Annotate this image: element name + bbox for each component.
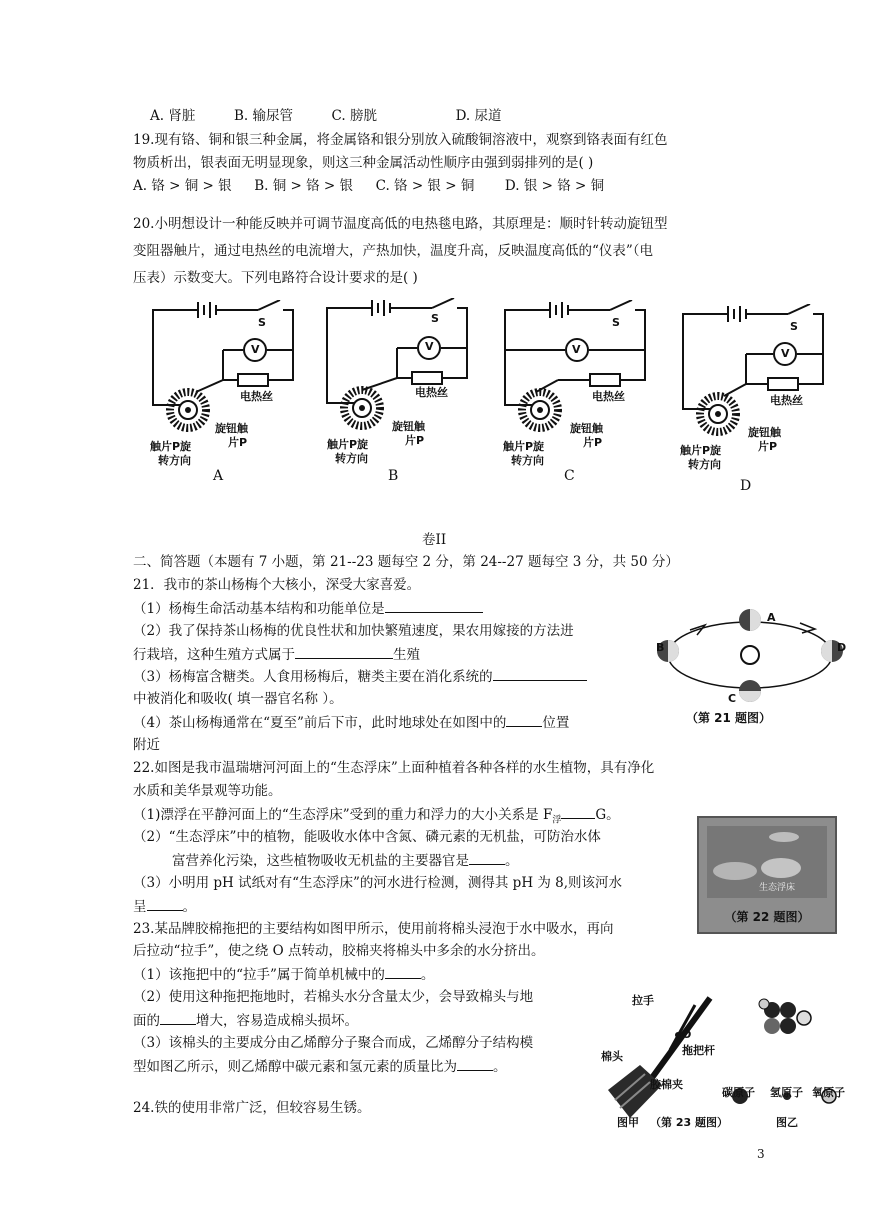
q23-part2-blank[interactable]	[160, 1010, 196, 1025]
q18-option-b: B. 输尿管	[233, 108, 293, 124]
q22-figure-caption: （第 22 题图）	[724, 910, 810, 924]
q21-part2-line2	[133, 644, 420, 665]
circuit-a-direction-label-1: 触片P旋	[150, 440, 192, 453]
circuit-b-knob-label-2: 片P	[405, 434, 425, 447]
circuit-c-knob-label-1: 旋钮触	[570, 422, 603, 435]
q21-part4-blank[interactable]	[506, 712, 542, 727]
hydrogen-atom-label: 氢原子	[770, 1086, 803, 1099]
q22-part2-blank[interactable]	[469, 850, 505, 865]
q23-line1: 23.某品牌胶棉拖把的主要结构如图甲所示，使用前将棉头浸泡于水中吸水，再向	[133, 921, 614, 937]
q21-part2-text: 行栽培，这种生殖方式属于	[133, 647, 295, 663]
q22-part1-blank[interactable]	[561, 804, 595, 819]
oxygen-atom-label: 氧原子	[812, 1086, 845, 1099]
q22-part2-line1: （2）“生态浮床”中的植物，能吸收水体中含氮、磷元素的无机盐，可防治水体	[133, 829, 601, 845]
photo-label: 生态浮床	[759, 883, 796, 893]
q22-part3-suffix: 。	[182, 899, 196, 915]
q22-part1-sub: 浮	[552, 815, 562, 826]
q23-part2-text: 面的	[133, 1013, 160, 1029]
q19-option-d: D. 银 > 铬 > 铜	[504, 178, 605, 194]
q23-part2-line1: （2）使用这种拖把拖地时，若棉头水分含量太少，会导致棉头与地	[133, 989, 534, 1005]
q22-part3-line1: （3）小明用 pH 试纸对有“生态浮床”的河水进行检测，测得其 pH 为 8,则该河水	[133, 875, 623, 891]
q23-part3-suffix: 。	[493, 1059, 507, 1075]
q21-part2-blank[interactable]	[295, 644, 393, 659]
q20-line2: 变阻器触片，通过电热丝的电流增大，产热加快，温度升高，反映温度高低的“仪表”（电	[133, 243, 654, 259]
page-number: 3	[757, 1147, 765, 1161]
q23-part3-line2	[133, 1056, 507, 1077]
circuit-b-switch-label: S	[431, 312, 439, 325]
circuit-d-knob-label-1: 旋钮触	[748, 426, 781, 439]
q23-part3-line1: （3）该棉头的主要成分由乙烯醇分子聚合而成，乙烯醇分子结构模	[133, 1035, 534, 1051]
q21-part4-text: （4）茶山杨梅通常在“夏至”前后下市，此时地球处在如图中的	[133, 715, 507, 731]
q19-options	[133, 176, 604, 196]
q22-part3-blank[interactable]	[147, 896, 183, 911]
q21-title: 21．我市的茶山杨梅个大核小，深受大家喜爱。	[133, 577, 421, 593]
mop-clamp-label: 胶棉夹	[650, 1078, 683, 1091]
orbit-label-b: B	[656, 641, 665, 654]
circuit-c-meter-label: V	[572, 343, 581, 356]
figure-b-caption: 图乙	[776, 1116, 798, 1129]
q21-part3-line1	[133, 666, 587, 687]
circuit-b-direction-label-2: 转方向	[335, 452, 368, 465]
q22-part2-text: 富营养化污染，这些植物吸收无机盐的主要器官是	[172, 853, 469, 869]
photo-plant-patch-3	[769, 832, 799, 842]
q19-line1: 19.现有铬、铜和银三种金属，将金属铬和银分别放入硫酸铜溶液中，观察到铬表面有红色	[133, 132, 668, 148]
q19-option-a: A. 铬 > 铜 > 银	[133, 178, 232, 194]
circuit-b-meter-label: V	[425, 340, 434, 353]
q23-part3-text: 型如图乙所示，则乙烯醇中碳元素和氢元素的质量比为	[133, 1059, 457, 1075]
orbit-label-a: A	[767, 611, 776, 624]
circuit-d-meter-label: V	[781, 347, 790, 360]
circuit-c-heater-label: 电热丝	[592, 390, 625, 403]
q19-option-b: B. 铜 > 铬 > 银	[254, 178, 354, 194]
q19-option-c: C. 铬 > 银 > 铜	[375, 178, 475, 194]
q21-part1-text: （1）杨梅生命活动基本结构和功能单位是	[133, 601, 385, 617]
carbon-atom-label: 碳原子	[722, 1086, 755, 1099]
q19-line2: 物质析出，银表面无明显现象，则这三种金属活动性顺序由强到弱排列的是( )	[133, 155, 594, 171]
q21-part2-suffix: 生殖	[393, 647, 420, 663]
q23-mop-figure	[600, 990, 850, 1130]
q22-line2: 水质和美华景观等功能。	[133, 783, 282, 799]
q23-part1-blank[interactable]	[385, 964, 421, 979]
q21-part4-line1	[133, 712, 569, 733]
q22-part1-suffix: G。	[595, 807, 620, 823]
q18-option-c: C. 膀胱	[331, 108, 377, 124]
orbit-svg	[650, 605, 850, 725]
circuit-a-knob-label-2: 片P	[228, 436, 248, 449]
mop-handle-label: 拉手	[632, 994, 654, 1007]
circuit-d-direction-label-1: 触片P旋	[680, 444, 722, 457]
q20-line3: 压表）示数变大。下列电路符合设计要求的是( )	[133, 270, 418, 286]
q22-part3-line2	[133, 896, 196, 917]
circuit-a-knob-label-1: 旋钮触	[215, 422, 248, 435]
q23-part1	[133, 964, 434, 985]
q23-line2: 后拉动“拉手”，使之绕 O 点转动，胶棉夹将棉头中多余的水分挤出。	[133, 943, 545, 959]
circuit-b-heater-label: 电热丝	[415, 386, 448, 399]
q21-figure-caption: （第 21 题图）	[686, 711, 772, 725]
volume-heading: 卷II	[422, 532, 447, 548]
circuit-d-direction-label-2: 转方向	[688, 458, 721, 471]
q18-option-a: A. 肾脏	[150, 108, 196, 124]
circuit-a-meter-label: V	[251, 343, 260, 356]
mop-head-label: 棉头	[601, 1050, 623, 1063]
q22-part1-text: （1)漂浮在平静河面上的“生态浮床”受到的重力和浮力的大小关系是 F	[133, 807, 553, 823]
circuit-c-direction-label-1: 触片P旋	[503, 440, 545, 453]
circuit-a-option-label: A	[213, 468, 224, 484]
q23-part3-blank[interactable]	[457, 1056, 493, 1071]
section-heading: 二、简答题（本题有 7 小题，第 21--23 题每空 2 分，第 24--27 题每空 3 分，共 50 分）	[133, 554, 679, 570]
circuit-b-direction-label-1: 触片P旋	[327, 438, 369, 451]
circuit-b-knob-label-1: 旋钮触	[392, 420, 425, 433]
mop-pivot-label: O	[682, 1028, 692, 1041]
q23-part1-text: （1）该拖把中的“拉手”属于简单机械中的	[133, 967, 385, 983]
q22-part3-text: 呈	[133, 899, 147, 915]
mop-rod-label: 拖把杆	[682, 1044, 715, 1057]
q22-part2-line2	[172, 850, 519, 871]
q21-part3-line2: 中被消化和吸收( 填一器官名称 ）。	[133, 691, 343, 707]
orbit-label-d: D	[837, 641, 847, 654]
q22-part2-suffix: 。	[505, 853, 519, 869]
q23-part1-suffix: 。	[420, 967, 435, 983]
q23-part2-line2	[133, 1010, 358, 1031]
q21-part1	[133, 598, 483, 619]
photo-plant-patch-2	[761, 858, 801, 878]
q21-part1-blank[interactable]	[385, 598, 483, 613]
mop-svg	[600, 990, 850, 1130]
q21-part4-line2: 附近	[133, 737, 160, 753]
q21-part4-suffix: 位置	[542, 715, 570, 731]
q21-part3-blank[interactable]	[493, 666, 587, 681]
figure-a-caption: 图甲	[617, 1116, 639, 1129]
circuit-c-switch-label: S	[612, 316, 620, 329]
q20-line1: 20.小明想设计一种能反映并可调节温度高低的电热毯电路，其原理是：顺时针转动旋钮型	[133, 216, 668, 232]
q24-line: 24.铁的使用非常广泛，但较容易生锈。	[133, 1100, 371, 1116]
orbit-label-c: C	[728, 692, 737, 705]
circuit-c-option-label: C	[564, 468, 575, 484]
q22-floating-bed-photo	[697, 816, 837, 934]
circuit-d-switch-label: S	[790, 320, 798, 333]
circuit-a-heater-label: 电热丝	[240, 390, 273, 403]
photo-plant-patch-1	[713, 862, 757, 880]
circuit-d-knob-label-2: 片P	[758, 440, 778, 453]
q23-part2-suffix: 增大，容易造成棉头损坏。	[196, 1013, 358, 1029]
circuit-a-direction-label-2: 转方向	[158, 454, 191, 467]
circuit-d-option-label: D	[740, 478, 752, 494]
q21-part2-line1: （2）我了保持茶山杨梅的优良性状和加快繁殖速度，果农用嫁接的方法进	[133, 623, 574, 639]
circuit-a-switch-label: S	[258, 316, 266, 329]
q18-options	[150, 106, 502, 126]
q21-part3-text: （3）杨梅富含糖类。人食用杨梅后，糖类主要在消化系统的	[133, 669, 493, 685]
circuit-d-heater-label: 电热丝	[770, 394, 803, 407]
q18-option-d: D. 尿道	[455, 108, 502, 124]
circuit-b-option-label: B	[388, 468, 399, 484]
circuit-c-direction-label-2: 转方向	[511, 454, 544, 467]
q22-line1: 22.如图是我市温瑞塘河河面上的“生态浮床”上面种植着各种各样的水生植物，具有净化	[133, 760, 655, 776]
q23-figure-caption: （第 23 题图）	[650, 1116, 728, 1129]
circuit-c-knob-label-2: 片P	[583, 436, 603, 449]
